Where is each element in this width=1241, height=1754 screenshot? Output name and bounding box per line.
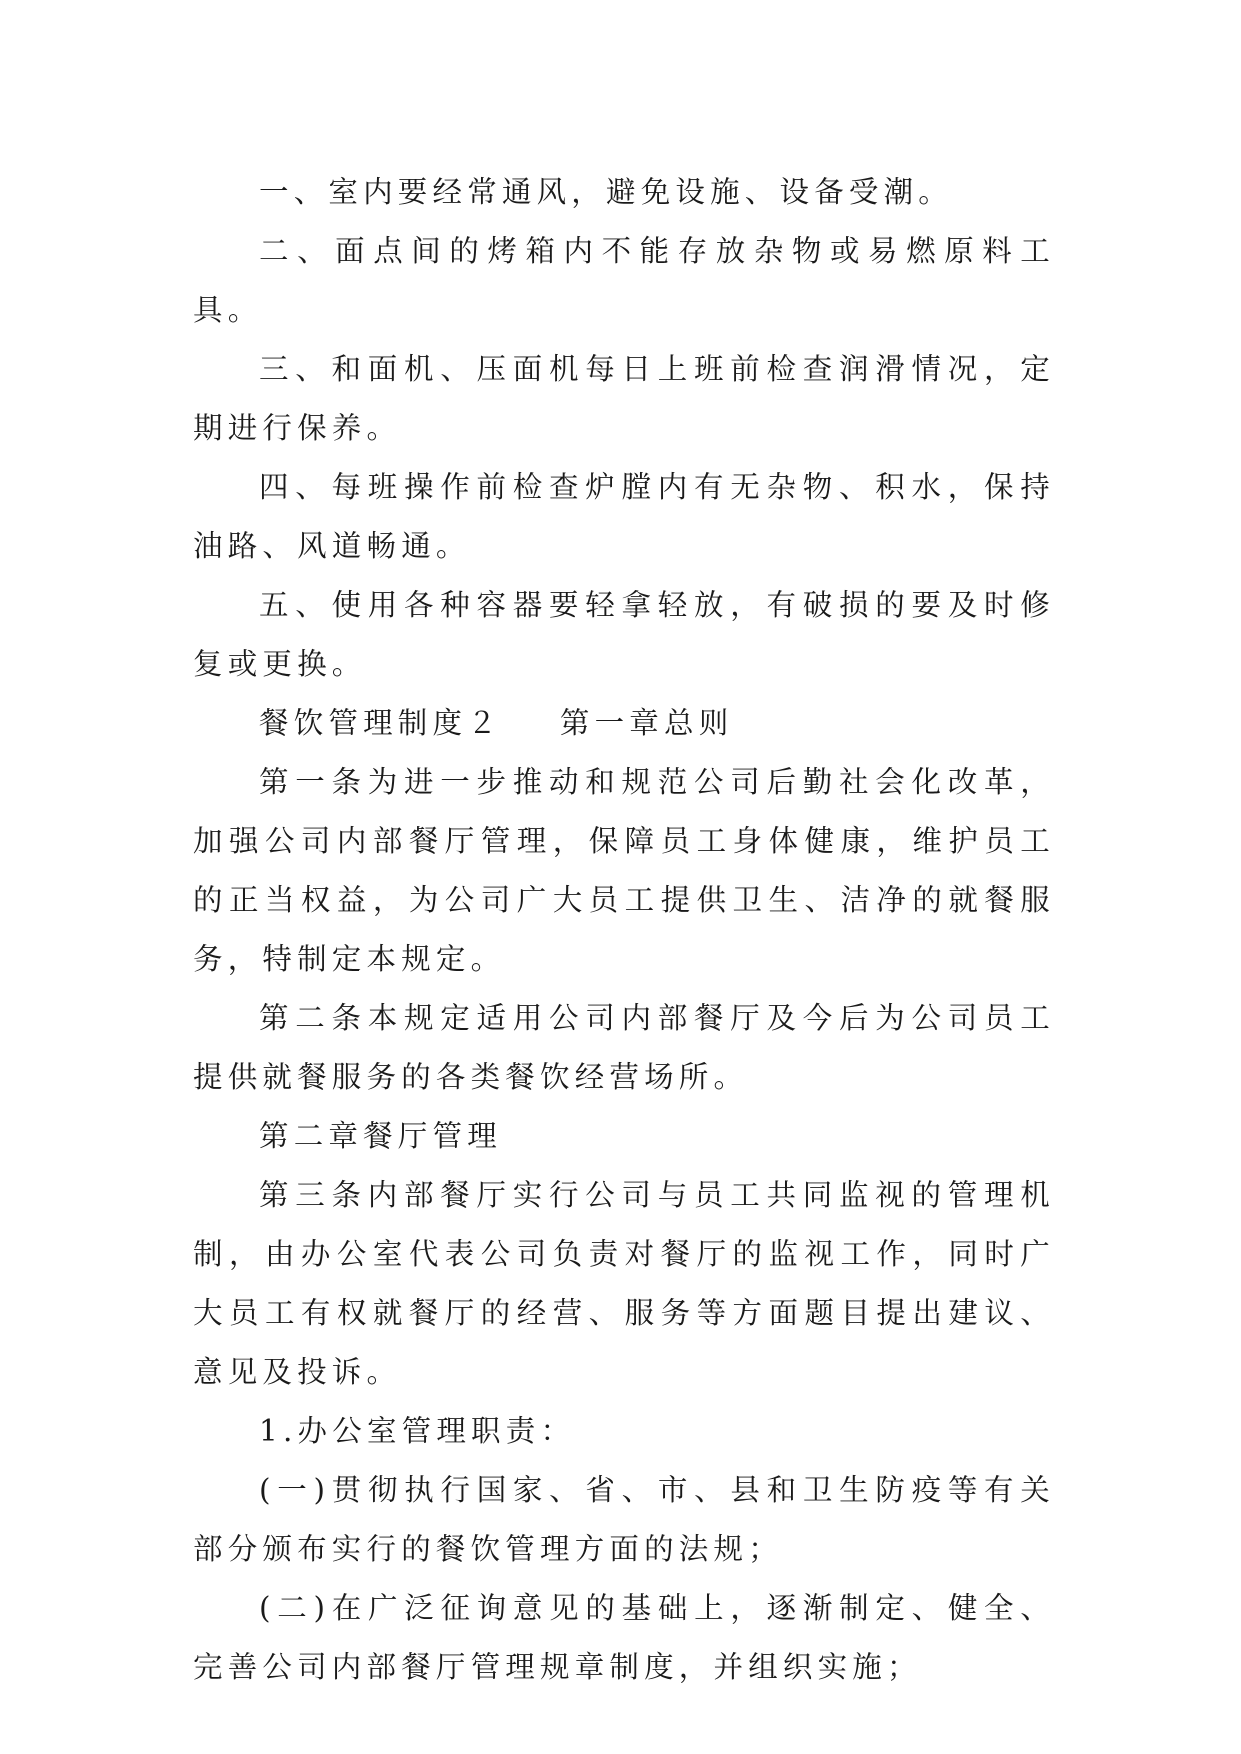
chapter-2-title: 第二章餐厅管理: [259, 1119, 502, 1153]
office-duties-title: 1.办公室管理职责：: [259, 1414, 576, 1448]
duty-item-1: (一)贯彻执行国家、省、市、县和卫生防疫等有关部分颁布实行的餐饮管理方面的法规；: [193, 1473, 1055, 1566]
paragraph-rule-4: 四、每班操作前检查炉膛内有无杂物、积水，保持油路、风道畅通。: [193, 470, 1055, 563]
paragraph-rule-1: 一、室内要经常通风，避免设施、设备受潮。: [259, 175, 954, 209]
paragraph-rule-3: 三、和面机、压面机每日上班前检查润滑情况，定期进行保养。: [193, 352, 1055, 445]
heading-title: 餐饮管理制度２: [259, 706, 502, 740]
paragraph-rule-5: 五、使用各种容器要轻拿轻放，有破损的要及时修复或更换。: [193, 588, 1055, 681]
duty-item-2: (二)在广泛征询意见的基础上，逐渐制定、健全、完善公司内部餐厅管理规章制度，并组织实施；: [193, 1591, 1055, 1684]
article-1: 第一条为进一步推动和规范公司后勤社会化改革，加强公司内部餐厅管理，保障员工身体健康，维护员工的正当权益，为公司广大员工提供卫生、洁净的就餐服务，特制定本规定。: [193, 765, 1055, 976]
article-2: 第二条本规定适用公司内部餐厅及今后为公司员工提供就餐服务的各类餐饮经营场所。: [193, 1001, 1055, 1094]
document-body: [193, 163, 1055, 1697]
chapter-title: 第一章总则: [559, 706, 734, 740]
section-heading: [193, 694, 1055, 753]
article-3: 第三条内部餐厅实行公司与员工共同监视的管理机制，由办公室代表公司负责对餐厅的监视工作，同时广大员工有权就餐厅的经营、服务等方面题目提出建议、意见及投诉。: [193, 1178, 1055, 1389]
paragraph-rule-2: 二、面点间的烤箱内不能存放杂物或易燃原料工具。: [193, 234, 1055, 327]
